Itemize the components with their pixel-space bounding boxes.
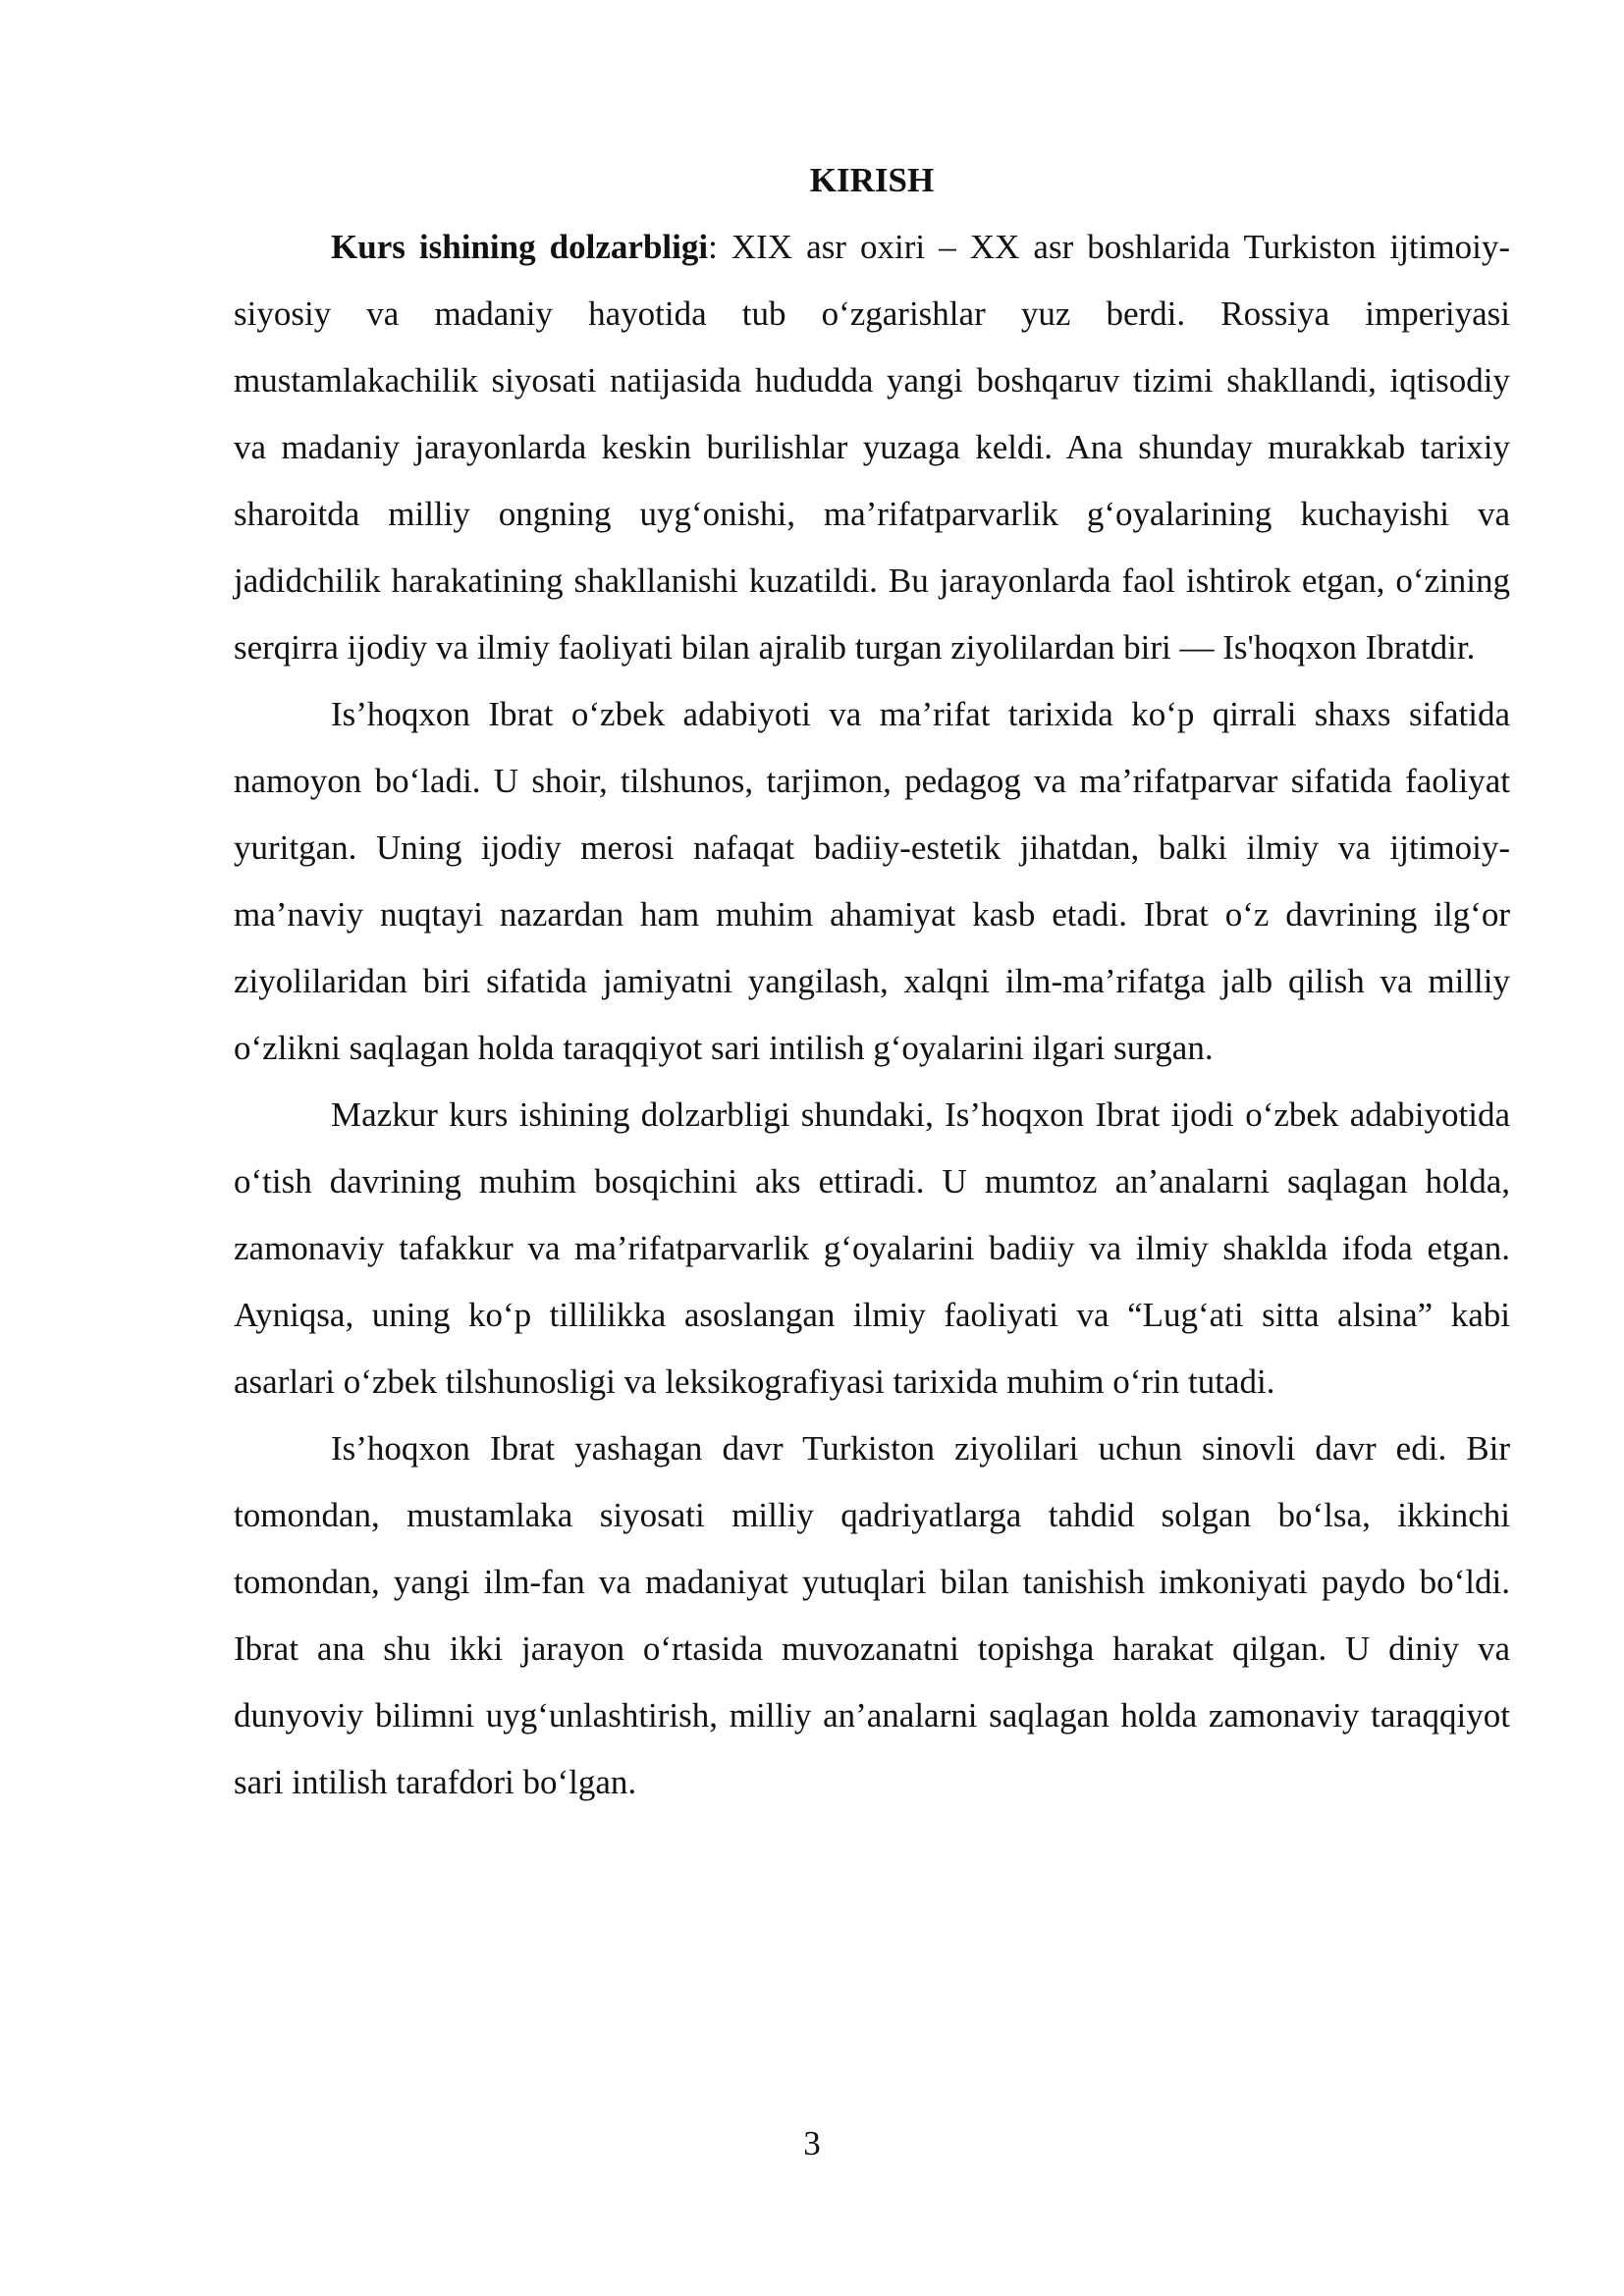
paragraph-text: Is’hoqxon Ibrat yashagan davr Turkiston ziyolilari uchun sinovli davr edi. Bir tomondan, mustamlaka siyosati milliy qadriyatlarga tahdid solgan bo‘lsa, ikkinchi tomondan, yangi ilm-fan va madaniyat yutuqlari bilan tanishish imkoniyati paydo bo‘ldi. Ibrat ana shu ikki jarayon o‘rtasida muvozanatni topishga harakat qilgan. U diniy va dunyoviy bilimni uyg‘unlashtirish, milliy an’analarni saqlagan holda zamonaviy taraqqiyot sari intilish tarafdori bo‘lgan. [234,1429,1510,1801]
paragraph-text: Mazkur kurs ishining dolzarbligi shundaki, Is’hoqxon Ibrat ijodi o‘zbek adabiyotida o‘tish davrining muhim bosqichini aks ettiradi. U mumtoz an’analarni saqlagan holda, zamonaviy tafakkur va ma’rifatparvarlik g‘oyalarini badiiy va ilmiy shaklda ifoda etgan. Ayniqsa, uning ko‘p tillilikka asoslangan ilmiy faoliyati va “Lug‘ati sitta alsina” kabi asarlari o‘zbek tilshunosligi va leksikografiyasi tarixida muhim o‘rin tutadi. [234,1095,1510,1401]
paragraph-historical-context [234,1415,1510,1816]
paragraph-ibrat-profile [234,681,1510,1082]
page-number: 3 [803,2124,821,2163]
document-page [234,147,1510,1816]
paragraph-significance [234,1082,1510,1415]
paragraph-lead: Kurs ishining dolzarbligi [331,228,709,266]
paragraph-text: Is’hoqxon Ibrat o‘zbek adabiyoti va ma’rifat tarixida ko‘p qirrali shaxs sifatida namoyon bo‘ladi. U shoir, tilshunos, tarjimon, pedagog va ma’rifatparvar sifatida faoliyat yuritgan. Uning ijodiy merosi nafaqat badiiy-estetik jihatdan, balki ilmiy va ijtimoiy-ma’naviy nuqtayi nazardan ham muhim ahamiyat kasb etadi. Ibrat o‘z davrining ilg‘or ziyolilaridan biri sifatida jamiyatni yangilash, xalqni ilm-ma’rifatga jalb qilish va milliy o‘zlikni saqlagan holda taraqqiyot sari intilish g‘oyalarini ilgari surgan. [234,695,1510,1067]
paragraph-relevance [234,214,1510,681]
section-heading: KIRISH [809,161,935,199]
paragraph-text: : XIX asr oxiri – XX asr boshlarida Turkiston ijtimoiy-siyosiy va madaniy hayotida tub o‘zgarishlar yuz berdi. Rossiya imperiyasi mustamlakachilik siyosati natijasida hududda yangi boshqaruv tizimi shakllandi, iqtisodiy va madaniy jarayonlarda keskin burilishlar yuzaga keldi. Ana shunday murakkab tarixiy sharoitda milliy ongning uyg‘onishi, ma’rifatparvarlik g‘oyalarining kuchayishi va jadidchilik harakatining shakllanishi kuzatildi. Bu jarayonlarda faol ishtirok etgan, o‘zining serqirra ijodiy va ilmiy faoliyati bilan ajralib turgan ziyolilardan biri — Is'hoqxon Ibratdir. [234,228,1510,667]
